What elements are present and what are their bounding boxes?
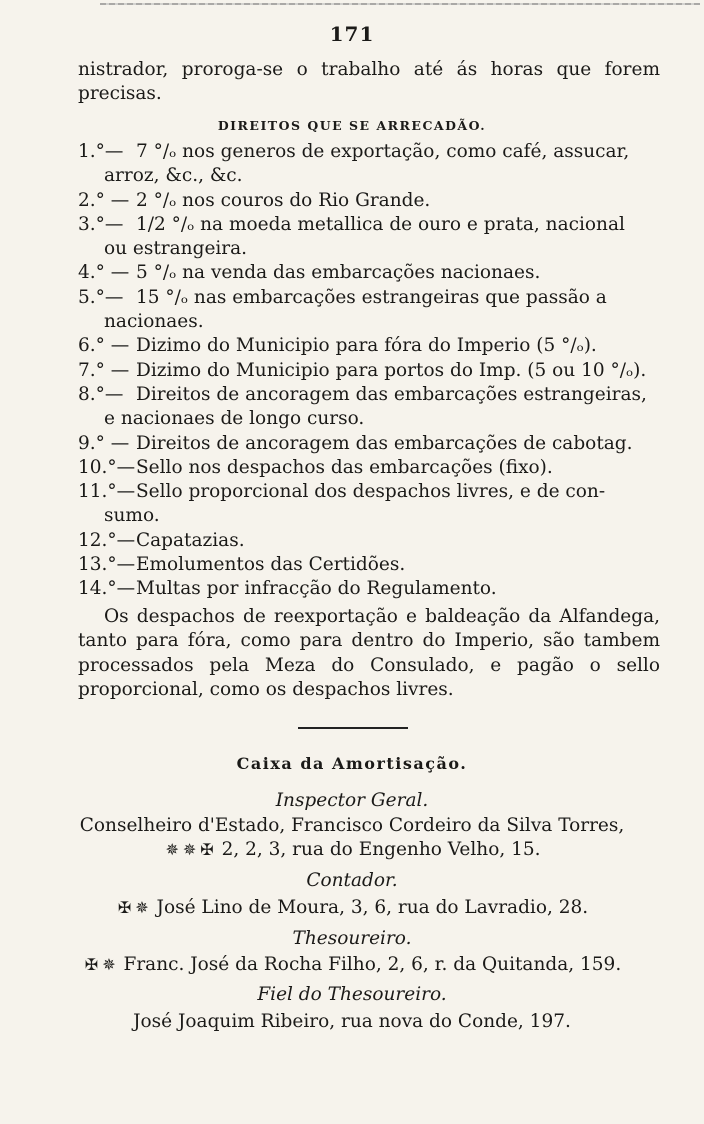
item-text-continued: arroz, &c., &c. <box>104 165 243 187</box>
list-item <box>78 383 660 432</box>
list-item <box>78 213 660 262</box>
item-number: 4.° — <box>78 262 130 284</box>
item-number: 2.° — <box>78 189 130 211</box>
officer-line: Franc. José da Rocha Filho, 2, 6, r. da Quitanda, 159. <box>123 954 622 975</box>
item-text-continued: sumo. <box>104 505 160 527</box>
officer-address-text: 2, 2, 3, rua do Engenho Velho, 15. <box>221 839 541 861</box>
officer-address-line <box>0 838 704 862</box>
item-number: 7.° — <box>78 359 130 381</box>
officer-entry-fiel: José Joaquim Ribeiro, rua nova do Conde, 197. <box>133 1011 571 1032</box>
item-number: 13.°— <box>78 554 136 576</box>
item-number: 1.°— <box>78 141 124 162</box>
cross-insignia-icon: ✠ <box>84 955 99 974</box>
order-insignia-icon: ✵ <box>102 955 116 974</box>
item-number: 10.°— <box>78 456 136 478</box>
item-number: 6.° — <box>78 335 130 357</box>
item-number: 3.°— <box>78 213 124 235</box>
item-number: 9.° — <box>78 432 130 454</box>
item-number: 8.°— <box>78 383 124 405</box>
cross-insignia-icon: ✠ <box>117 898 132 917</box>
officer-name-line: Conselheiro d'Estado, Francisco Cordeiro da Silva Torres, <box>79 815 625 836</box>
item-text-continued: e nacionaes de longo curso. <box>104 408 365 430</box>
continuation-paragraph <box>78 58 660 107</box>
officer-role-fiel: Fiel do Thesoureiro. <box>257 984 447 1005</box>
top-border-line <box>100 3 700 5</box>
officer-role-thesoureiro: Thesoureiro. <box>292 928 412 949</box>
list-item <box>78 261 660 285</box>
list-item <box>78 553 660 577</box>
list-item <box>78 286 660 335</box>
list-item <box>78 334 660 358</box>
item-text: Sello proporcional dos despachos livres, e de con- <box>136 481 606 503</box>
list-item <box>78 456 660 480</box>
item-text: Direitos de ancoragem das embarcações estrangeiras, <box>136 383 647 405</box>
list-item <box>78 140 660 189</box>
item-text: 5 °/ₒ na venda das embarcações nacionaes. <box>136 262 541 284</box>
order-insignia-icon: ✵ <box>135 898 149 917</box>
item-text-continued: nacionaes. <box>104 311 204 333</box>
officer-line: José Lino de Moura, 3, 6, rua do Lavradio, 28. <box>156 897 589 918</box>
item-text: Multas por infracção do Regulamento. <box>136 578 497 600</box>
cross-insignia-icon: ✠ <box>200 840 214 860</box>
item-text: Direitos de ancoragem das embarcações de cabotag. <box>136 432 633 454</box>
item-number: 11.°— <box>78 481 136 503</box>
closing-paragraph: Os despachos de reexportação e baldeação da Alfandega, tanto para fóra, como para dentro do Imperio, são tambem processados pela Meza do Consulado, e pagão o sello proporcional, como os despachos livres. <box>78 606 660 700</box>
item-text: Sello nos despachos das embarcações (fixo). <box>136 456 553 478</box>
item-number: 12.°— <box>78 529 136 551</box>
item-number: 5.°— <box>78 286 124 308</box>
continuation-line-1: nistrador, proroga-se o trabalho até ás horas que forem <box>78 59 660 80</box>
list-item <box>78 432 660 456</box>
list-item <box>78 480 660 529</box>
item-text: 1/2 °/ₒ na moeda metallica de ouro e prata, nacional <box>136 213 625 235</box>
list-item <box>78 189 660 213</box>
list-item <box>78 359 660 383</box>
officer-entry-inspector <box>0 814 704 863</box>
item-text: 15 °/ₒ nas embarcações estrangeiras que passão a <box>136 286 607 308</box>
order-insignia-icon: ✵ <box>182 840 197 860</box>
section-divider <box>298 727 408 729</box>
list-item <box>78 577 660 601</box>
continuation-line-2: precisas. <box>78 83 162 105</box>
item-text: Dizimo do Municipio para portos do Imp. (5 ou 10 °/ₒ). <box>136 359 647 381</box>
order-insignia-icon: ✵ <box>165 840 179 860</box>
list-item <box>78 529 660 553</box>
page-number: 171 <box>329 22 375 46</box>
officer-entry-contador <box>0 896 704 920</box>
officer-entry-thesoureiro <box>0 953 704 977</box>
item-text: 2 °/ₒ nos couros do Rio Grande. <box>136 189 431 211</box>
officer-role-contador: Contador. <box>306 870 398 891</box>
officer-role-inspector: Inspector Geral. <box>275 790 429 811</box>
caixa-title: Caixa da Amortisação. <box>236 754 468 773</box>
duties-list <box>78 140 660 602</box>
item-text: Capatazias. <box>136 529 245 551</box>
item-text: Emolumentos das Certidões. <box>136 554 406 576</box>
item-text: 7 °/ₒ nos generos de exportação, como café, assucar, <box>136 141 630 162</box>
item-number: 14.°— <box>78 578 136 600</box>
item-text: Dizimo do Municipio para fóra do Imperio (5 °/ₒ). <box>136 335 597 357</box>
section-title: DIREITOS QUE SE ARRECADÃO. <box>217 118 487 133</box>
item-text-continued: ou estrangeira. <box>104 238 248 260</box>
